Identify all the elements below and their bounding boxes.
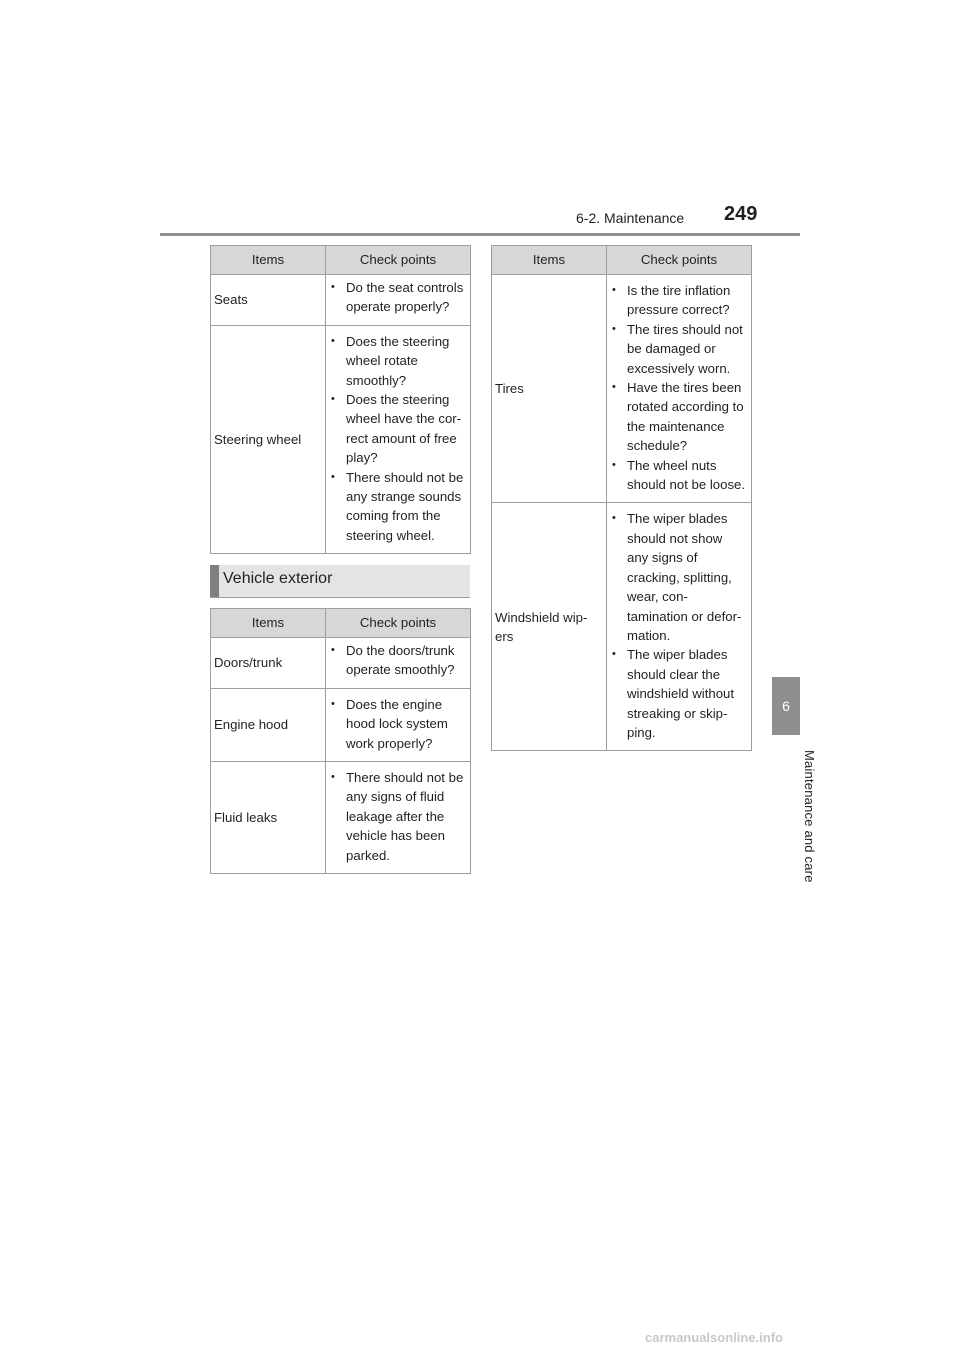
check-point: • Does the engine hood lock system work properly? [329,695,466,753]
check-points-cell [326,638,471,689]
table-row [211,638,471,689]
table-header-row [492,246,752,275]
item-cell: Doors/trunk [211,638,326,689]
table-header-row [211,246,471,275]
check-point: • Does the steering wheel have the cor-rect amount of free play? [329,390,466,468]
table-row [492,503,752,751]
check-point: • Have the tires been rotated according to the maintenance schedule? [610,378,747,456]
check-points-cell [326,688,471,761]
check-points-cell [607,503,752,751]
header-rule [160,233,800,236]
column-header-items: Items [492,246,607,275]
check-point: • Do the doors/trunk operate smoothly? [329,641,466,680]
item-cell: Fluid leaks [211,762,326,874]
exterior-check-table-continued [491,245,752,751]
check-points-cell [326,762,471,874]
table-row [211,275,471,326]
column-header-items: Items [211,609,326,638]
table-row [211,762,471,874]
chapter-label: Maintenance and care [802,750,817,883]
column-header-check-points: Check points [607,246,752,275]
check-point: • Is the tire inflation pressure correct? [610,281,747,320]
vehicle-exterior-heading [210,565,470,598]
check-point: • The wheel nuts should not be loose. [610,456,747,495]
watermark-url: carmanualsonline.info [645,1330,783,1345]
check-point: • Does the steering wheel rotate smoothly? [329,332,466,390]
chapter-tab [772,677,800,735]
check-point: • There should not be any signs of fluid leakage after the vehicle has been parked. [329,768,466,865]
item-cell: Windshield wip-ers [492,503,607,751]
check-points-cell [326,325,471,553]
check-points-cell [326,275,471,326]
vehicle-exterior-title: Vehicle exterior [223,570,333,587]
item-cell: Steering wheel [211,325,326,553]
table-row [211,688,471,761]
table-row [492,275,752,503]
check-points-cell [607,275,752,503]
exterior-check-table [210,608,471,874]
column-header-items: Items [211,246,326,275]
page-number: 249 [724,203,758,225]
column-header-check-points: Check points [326,246,471,275]
interior-check-table [210,245,471,554]
check-point: • There should not be any strange sounds coming from the steering wheel. [329,468,466,546]
item-cell: Seats [211,275,326,326]
section-title: 6-2. Maintenance [576,210,685,226]
check-point: • The tires should not be damaged or excessively worn. [610,320,747,378]
table-header-row [211,609,471,638]
chapter-number: 6 [782,698,790,714]
table-row [211,325,471,553]
check-point: • The wiper blades should not show any signs of cracking, splitting, wear, con-tamination or defor-mation. [610,509,747,645]
check-point: • Do the seat controls operate properly? [329,278,466,317]
item-cell: Engine hood [211,688,326,761]
column-header-check-points: Check points [326,609,471,638]
item-cell: Tires [492,275,607,503]
check-point: • The wiper blades should clear the windshield without streaking or skip-ping. [610,645,747,742]
